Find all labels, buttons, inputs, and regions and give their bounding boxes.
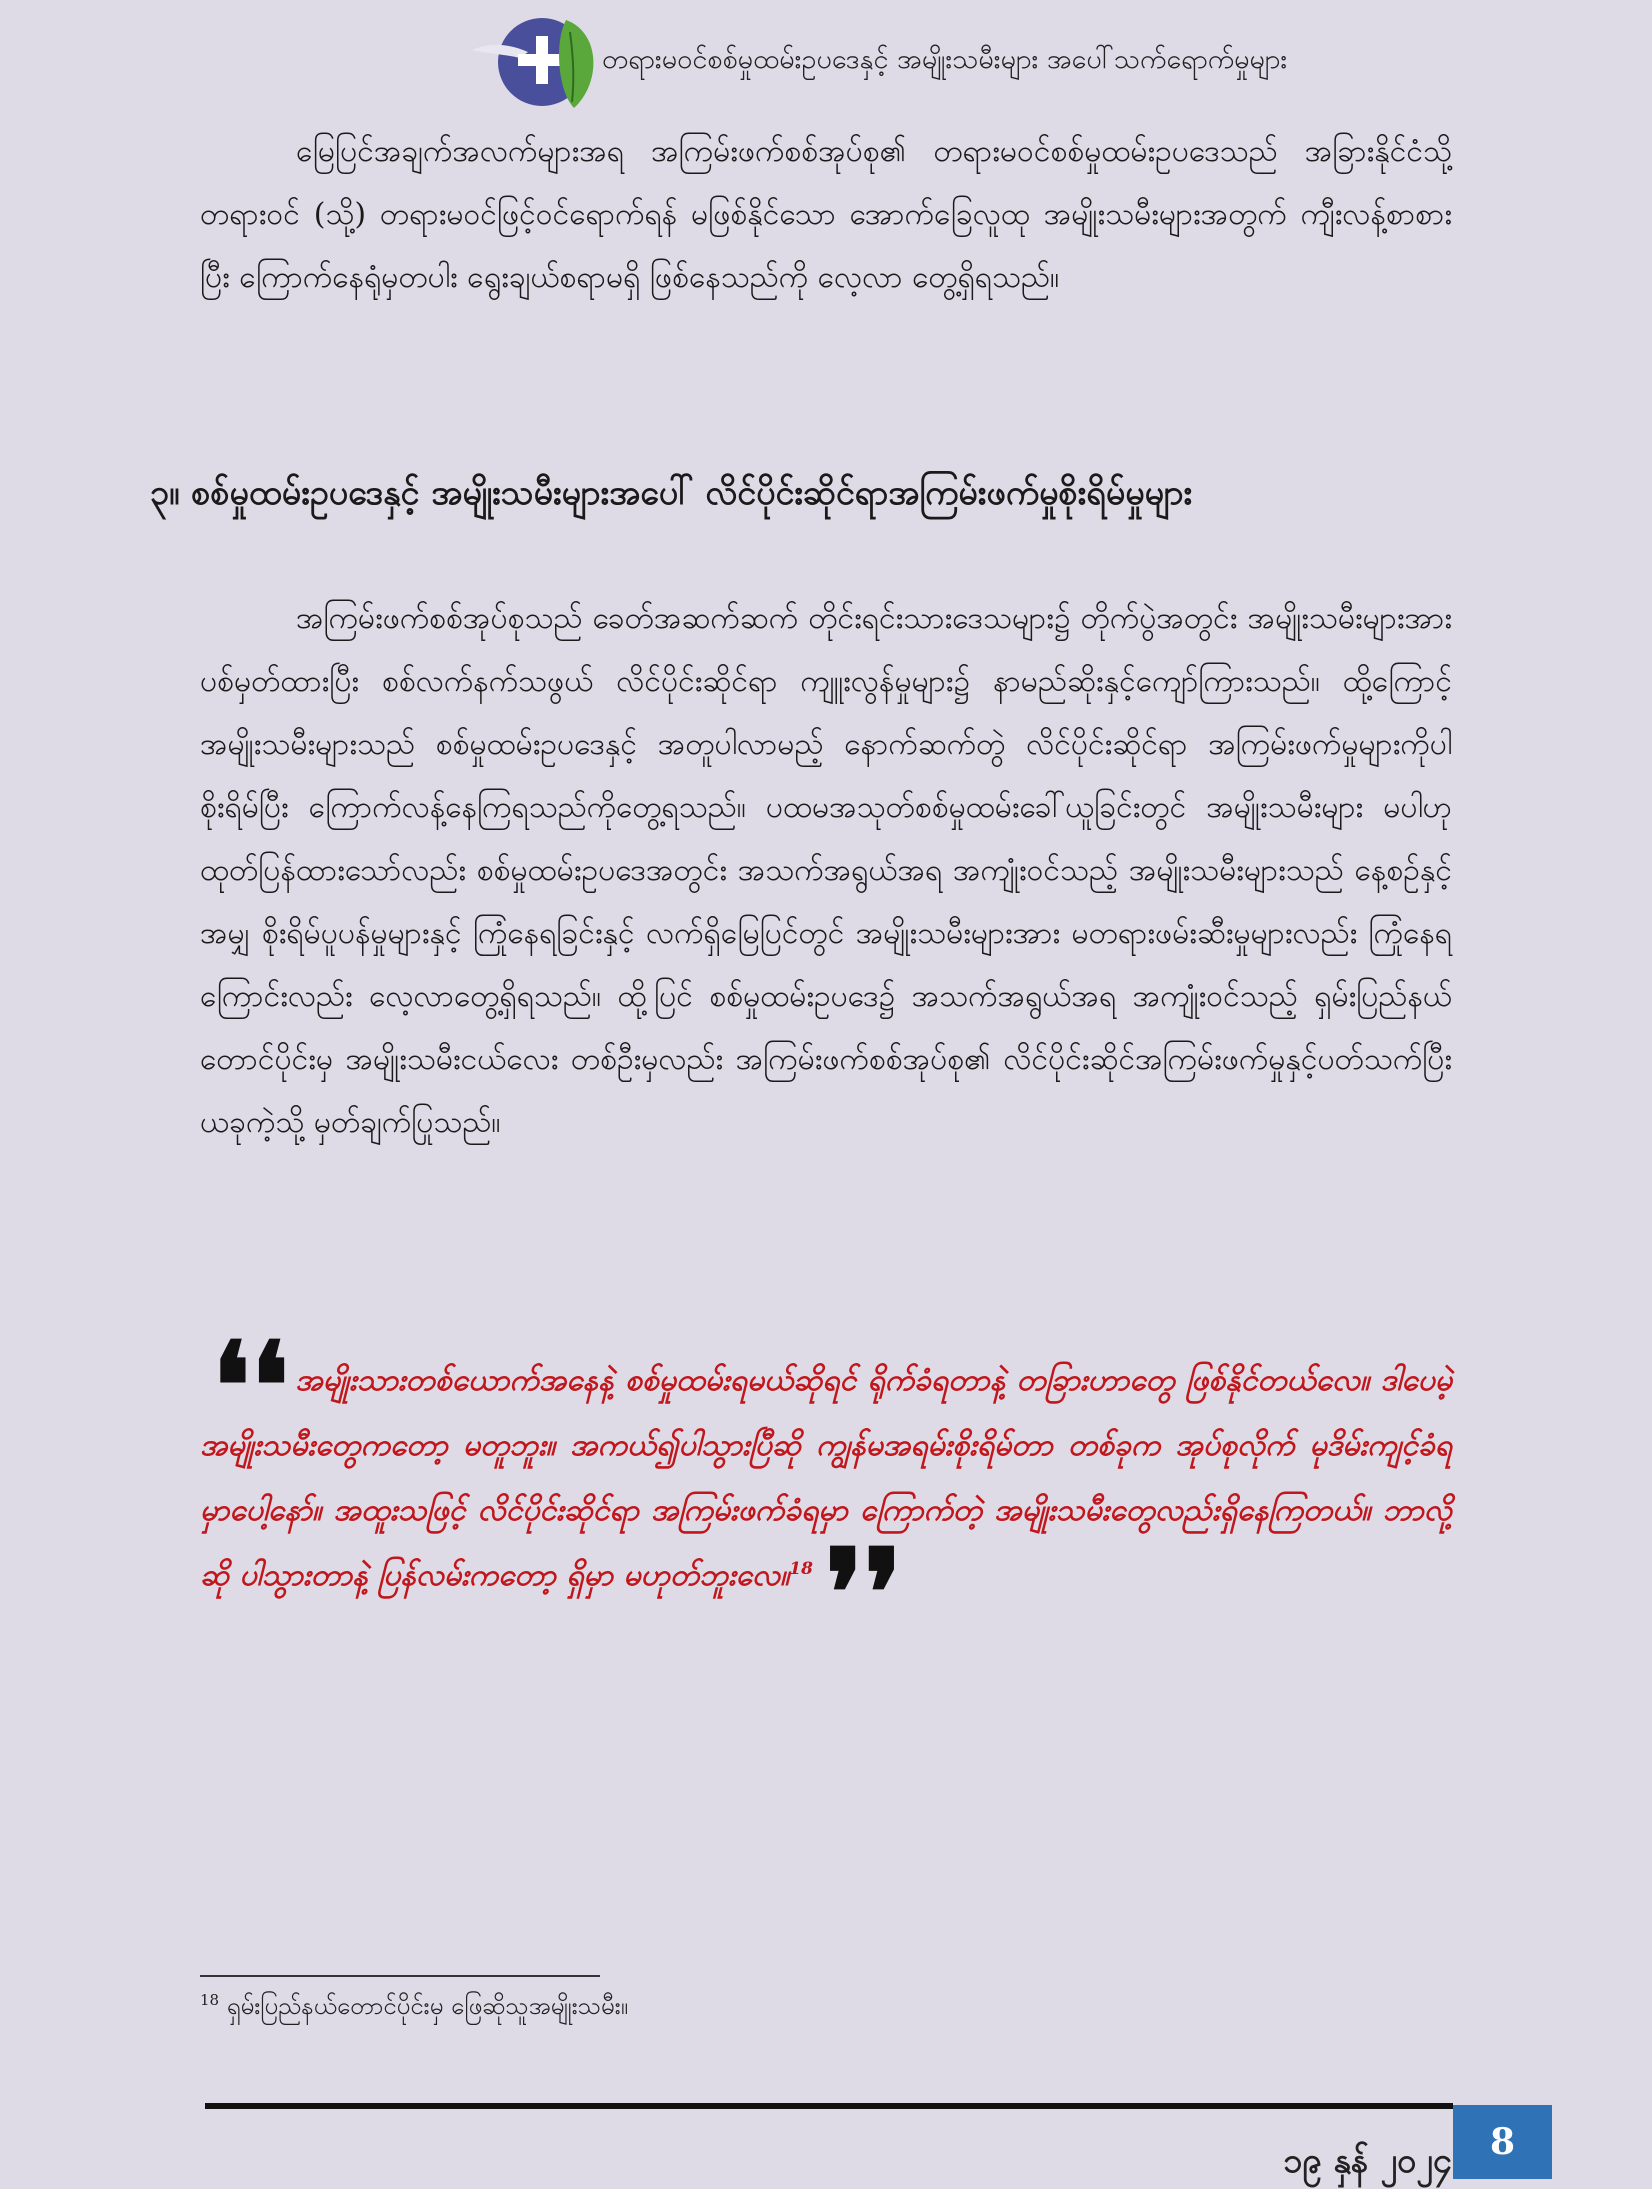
footnote (200, 1990, 1100, 2026)
footnote-number: 18 (200, 1991, 220, 2009)
footnote-text: ရှမ်းပြည်နယ်တောင်ပိုင်းမှ ဖြေဆိုသူအမျိုးသမီး။ (226, 1992, 628, 2020)
footnote-divider (200, 1975, 600, 1977)
footnote-reference[interactable]: 18 (789, 1559, 813, 1579)
quote-text: အမျိုးသားတစ်ယောက်အနေနဲ့ စစ်မှုထမ်းရမယ်ဆိုရင် ရိုက်ခံရတာနဲ့ တခြားဟာတွေ ဖြစ်နိုင်တယ်လေ။ ဒါပေမဲ့ အမျိုးသမီးတွေကတော့ မတူဘူး။ အကယ်၍ပါသွားပြီဆို ကျွန်မအရမ်းစိုးရိမ်တာ တစ်ခုက အုပ်စုလိုက် မုဒိမ်းကျင့်ခံရမှာပေါ့နော်။ အထူးသဖြင့် လိင်ပိုင်းဆိုင်ရာ အကြမ်းဖက်ခံရမှာ ကြောက်တဲ့ အမျိုးသမီးတွေလည်းရှိနေကြတယ်။ ဘာလို့ဆို ပါသွားတာနဲ့ ပြန်လမ်းကတော့ ရှိမှာ မဟုတ်ဘူးလေ။ (200, 1363, 1452, 1593)
header-title: တရားမဝင်စစ်မှုထမ်းဥပဒေနှင့် အမျိုးသမီးများ အပေါ်သက်ရောက်မှုများ (602, 44, 1288, 75)
page-header (470, 12, 1470, 112)
organization-logo-icon (470, 12, 600, 112)
section-heading: ၃။ စစ်မှုထမ်းဥပဒေနှင့် အမျိုးသမီးများအပေါ် လိင်ပိုင်းဆိုင်ရာအကြမ်းဖက်မှုစိုးရိမ်မှုများ (150, 473, 1193, 513)
body-paragraph: အကြမ်းဖက်စစ်အုပ်စုသည် ခေတ်အဆက်ဆက် တိုင်းရင်းသားဒေသများ၌ တိုက်ပွဲအတွင်း အမျိုးသမီးများအားပစ်မှတ်ထားပြီး စစ်လက်နက်သဖွယ် လိင်ပိုင်းဆိုင်ရာ ကျူးလွန်မှုများ၌ နာမည်ဆိုးနှင့်ကျော်ကြားသည်။ ထို့ကြောင့် အမျိုးသမီးများသည် စစ်မှုထမ်းဥပဒေနှင့် အတူပါလာမည့် နောက်ဆက်တွဲ လိင်ပိုင်းဆိုင်ရာ အကြမ်းဖက်မှုများကိုပါ စိုးရိမ်ပြီး ကြောက်လန့်နေကြရသည်ကိုတွေ့ရသည်။ ပထမအသုတ်စစ်မှုထမ်းခေါ်ယူခြင်းတွင် အမျိုးသမီးများ မပါဟုထုတ်ပြန်ထားသော်လည်း စစ်မှုထမ်းဥပဒေအတွင်း အသက်အရွယ်အရ အကျုံးဝင်သည့် အမျိုးသမီးများသည် နေ့စဉ်နှင့်အမျှ စိုးရိမ်ပူပန်မှုများနှင့် ကြုံနေရခြင်းနှင့် လက်ရှိမြေပြင်တွင် အမျိုးသမီးများအား မတရားဖမ်းဆီးမှုများလည်း ကြုံနေရကြောင်းလည်း လေ့လာတွေ့ရှိရသည်။ ထို့ပြင် စစ်မှုထမ်းဥပဒေ၌ အသက်အရွယ်အရ အကျုံးဝင်သည့် ရှမ်းပြည်နယ်တောင်ပိုင်းမှ အမျိုးသမီးငယ်လေး တစ်ဦးမှလည်း အကြမ်းဖက်စစ်အုပ်စု၏ လိင်ပိုင်းဆိုင်အကြမ်းဖက်မှုနှင့်ပတ်သက်ပြီး ယခုကဲ့သို့ မှတ်ချက်ပြုသည်။ (200, 601, 1452, 1140)
footer-date: ၁၉ နှန် ၂၀၂၄ (1283, 2141, 1452, 2181)
page-number-badge (1453, 2105, 1552, 2179)
intro-paragraph: မြေပြင်အချက်အလက်များအရ အကြမ်းဖက်စစ်အုပ်စု၏ တရားမဝင်စစ်မှုထမ်းဥပဒေသည် အခြားနိုင်ငံသို့ တရားဝင် (သို့) တရားမဝင်ဖြင့်ဝင်ရောက်ရန် မဖြစ်နိုင်သော အောက်ခြေလူထု အမျိုးသမီးများအတွက် ကျီးလန့်စာစားပြီး ကြောက်နေရုံမှတပါး ရွေးချယ်စရာမရှိ ဖြစ်နေသည်ကို လေ့လာ တွေ့ရှိရသည်။ (200, 134, 1452, 295)
close-quote-icon: ❜❜ (824, 1523, 903, 1664)
page-number: 8 (1489, 2121, 1516, 2163)
footer-divider (205, 2103, 1453, 2109)
testimony-quote (200, 1316, 1452, 1664)
open-quote-icon: ❛❛ (212, 1316, 290, 1457)
